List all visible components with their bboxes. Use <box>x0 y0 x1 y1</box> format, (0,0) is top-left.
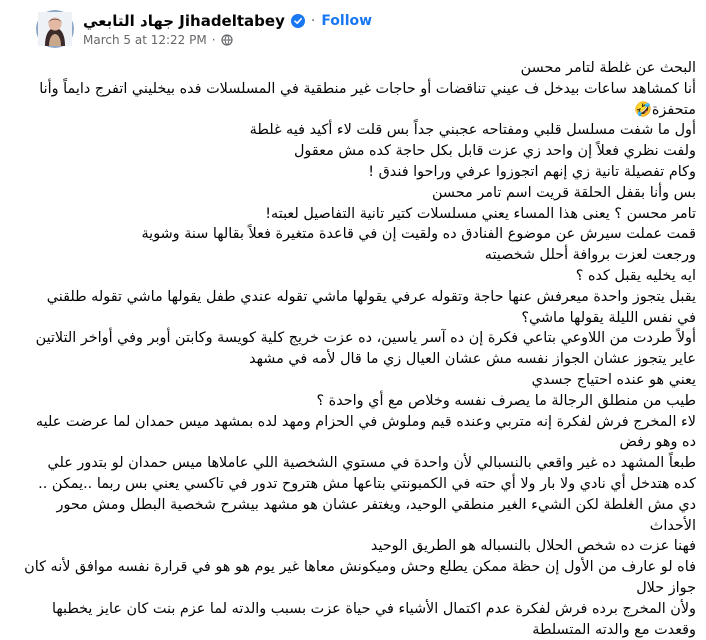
post-timestamp[interactable]: March 5 at 12:22 PM <box>83 33 207 47</box>
post-line: البحث عن غلطة لتامر محسن <box>520 60 696 76</box>
post-line: يقبل يتجوز واحدة ميعرفش عنها حاجة وتقوله عرفي يقولها ماشي تقوله عندي طفل يقولها ماشي تقوله طلقني في نفس الليلة يقولها ماشي؟ <box>46 288 696 326</box>
timestamp-row <box>83 33 372 47</box>
post-line: يعني هو عنده احتياج جسدي <box>531 371 696 388</box>
post-line: ولفت نظري فعلاً إن واحد زي عزت قابل بكل حاجة كده مش معقول <box>293 143 696 160</box>
post-line: وكام تفصيلة تانية زي إنهم اتجوزوا عرفي وراحوا فندق ! <box>368 163 696 180</box>
author-row <box>83 12 372 30</box>
post-line: تامر محسن ؟ يعنى هذا المساء يعني مسلسلات كتير تانية التفاصيل لعبته! <box>265 205 696 222</box>
post-meta <box>83 12 372 47</box>
post-line: أول ما شفت مسلسل قلبي ومفتاحه عجبني جداً بس قلت لاء أكيد فيه غلطة <box>249 122 696 139</box>
post-line: ورجعت لعزت بروافة أحلل شخصيته <box>484 247 696 264</box>
author-separator: · <box>310 12 316 29</box>
post-line: أنا كمشاهد ساعات بيدخل ف عيني تناقضات أو حاجات غير منطقية في المسلسلات فده بيخليني اتفرج دايماً وأنا متحفزة🤣 <box>39 80 696 118</box>
profile-avatar[interactable] <box>36 10 74 48</box>
post-line: ولأن المخرج برده فرش لفكرة عدم اكتمال الأشياء في حياة عزت بسبب والدته لما عزم بنت كان عايز يخطبها وقعدت مع والدته المتسلطة <box>51 600 696 638</box>
post-line: فاه لو عارف من الأول إن حظة ممكن يطلع وحش وميكونش معاها غير يوم هو هو في قرارة نفسه موافق لأنه كان جواز حلال <box>24 559 696 596</box>
post-line: طيب من منطلق الرجالة ما يصرف نفسه وخلاص مع أي واحدة ؟ <box>316 392 696 409</box>
post-line: بس وأنا بقفل الحلقة قريت اسم تامر محسن <box>431 184 696 201</box>
verified-badge-icon <box>291 14 305 28</box>
post-line: أولاً طردت من اللاوعي بتاعي فكرة إن ده آسر ياسين، ده عزت خريج كلية كويسة وكابتن أوبر وفي أواخر التلاتين عاير يتجوز عشان الجواز نفسه مش عشان العيال زي ما قال لأمه في مشهد <box>35 330 696 368</box>
post-line: لاء المخرج فرش لفكرة إنه متربي وعنده قيم وملوش في الحزام ومهد لده بمشهد ميس حمدان لما عرضت عليه ده وهو رفض <box>35 413 696 451</box>
post-body <box>24 58 696 640</box>
post-line: طبعاً المشهد ده غير واقعي بالنسبالي لأن واحدة في مستوي الشخصية اللي عاملاها ميس حمدان لو بتدور علي كده هتدخل أي نادي ولا بار ولا أي حته في الكمبونتي بتاعها مش هتروح تدور في تاكسي يعني بس ربما ..يمكن .. دي مش الغلطة لكن الشيء الغير منطقي الوحيد، ويغتفر عشان هو مشهد بيشرح شخصية البطل ومش محور الأحداث <box>38 455 696 534</box>
post-line: فهنا عزت ده شخص الحلال بالنسباله هو الطريق الوحيد <box>370 538 696 555</box>
follow-button[interactable]: Follow <box>321 12 373 29</box>
globe-icon <box>221 34 233 46</box>
author-name[interactable]: جهاد التابعي Jihadeltabey <box>83 12 285 30</box>
avatar-image <box>38 12 72 46</box>
post-line: ايه يخليه يقبل كده ؟ <box>575 267 696 284</box>
post-header <box>36 10 696 54</box>
timestamp-separator: · <box>211 33 216 47</box>
post-line: قمت عملت سيرش عن موضوع الفنادق ده ولقيت إن في قاعدة متغيرة فعلاً بقالها سنة وشوية <box>141 226 696 243</box>
